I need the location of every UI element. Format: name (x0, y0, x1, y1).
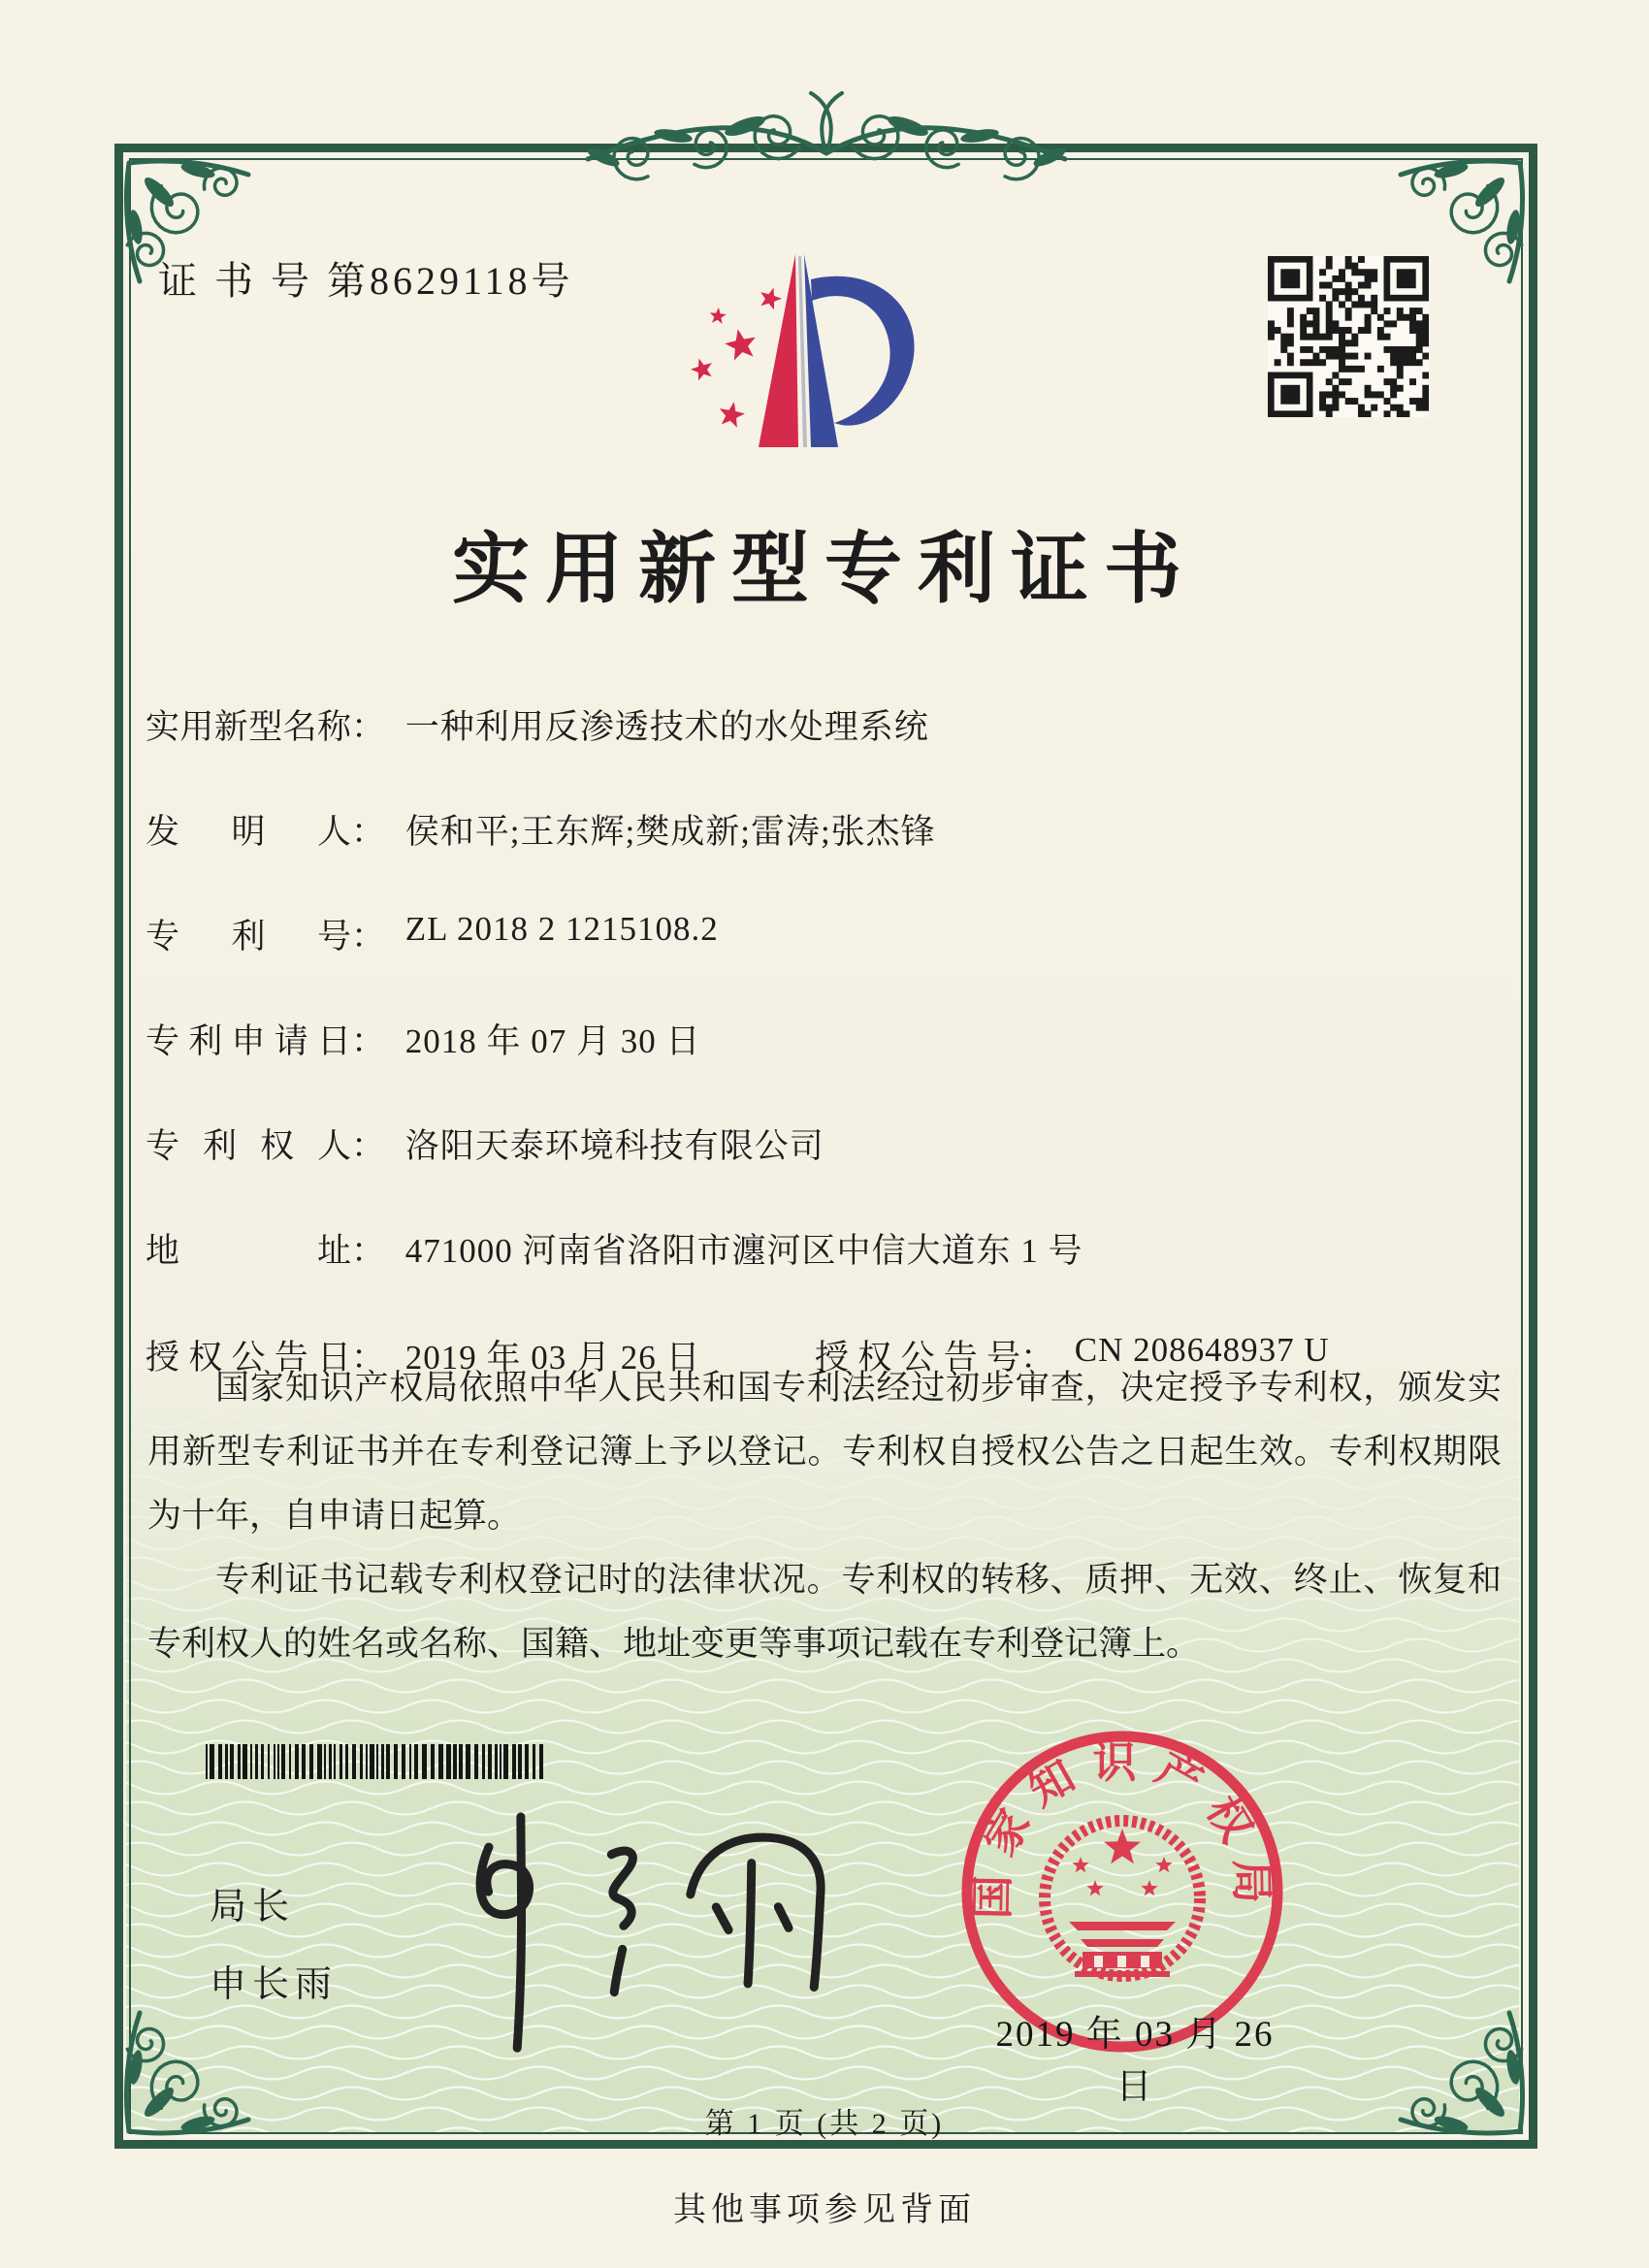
footer-note: 其他事项参见背面 (673, 2192, 976, 2228)
field-label: 授权公告号 (815, 1339, 1020, 1377)
field-colon: ： (351, 1022, 386, 1060)
field-row-inventors (146, 805, 1504, 854)
field-label: 地址 (146, 1232, 351, 1270)
field-label: 专利权人 (146, 1127, 351, 1165)
field-label: 专利申请日 (146, 1022, 351, 1060)
field-value: 洛阳天泰环境科技有限公司 (404, 1127, 824, 1165)
field-row-patentee (146, 1119, 1504, 1168)
seal-date: 2019 年 03 月 26 日 (995, 2015, 1275, 2107)
logo-red-spire (759, 254, 798, 447)
barcode-icon (206, 1744, 555, 1781)
field-value: 一种利用反渗透技术的水处理系统 (404, 708, 929, 746)
field-colon: ： (351, 1127, 386, 1165)
field-label: 专利号 (146, 918, 351, 956)
field-label: 授权公告日 (146, 1339, 351, 1377)
page-number: 第 1 页 (共 2 页) (704, 2108, 945, 2140)
field-row-address (146, 1224, 1504, 1273)
field-colon: ： (351, 1232, 386, 1270)
certificate-title: 实用新型专利证书 (452, 528, 1197, 613)
legal-paragraph-1: 国家知识产权局依照中华人民共和国专利法经过初步审查，决定授予专利权，颁发实用新型专利证书并在专利登记簿上予以登记。专利权自授权公告之日起生效。专利权期限为十年，自申请日起算。 (147, 1369, 1502, 1535)
director-signature-icon (437, 1795, 883, 2062)
field-row-name (146, 700, 1504, 749)
field-colon: ： (351, 1339, 386, 1377)
field-row-filing-date (146, 1015, 1504, 1063)
legal-body-text (147, 1356, 1502, 1676)
field-label: 发明人 (146, 813, 351, 851)
field-colon: ： (1020, 1339, 1055, 1377)
field-value-grant-date: 2019 年 03 月 26 日 (404, 1339, 701, 1377)
field-value: ZL 2018 2 1215108.2 (404, 910, 719, 948)
field-colon: ： (351, 708, 386, 746)
qr-code-icon (1268, 256, 1429, 417)
director-name-label: 申长雨 (210, 1964, 339, 2005)
field-value: 2018 年 07 月 30 日 (404, 1022, 701, 1060)
field-row-patent-number (146, 910, 1504, 958)
field-value: 侯和平;王东辉;樊成新;雷涛;张杰锋 (404, 813, 936, 851)
cnipa-logo-icon (681, 248, 935, 456)
field-colon: ： (351, 918, 386, 956)
certificate-number: 证 书 号 第8629118号 (158, 259, 574, 303)
legal-paragraph-2: 专利证书记载专利权登记时的法律状况。专利权的转移、质押、无效、终止、恢复和专利权人的姓名或名称、国籍、地址变更等事项记载在专利登记簿上。 (147, 1561, 1502, 1663)
field-value-grant-number: CN 208648937 U (1074, 1331, 1330, 1369)
field-colon: ： (351, 813, 386, 851)
field-value: 471000 河南省洛阳市瀍河区中信大道东 1 号 (404, 1232, 1083, 1270)
field-label: 实用新型名称 (146, 708, 351, 746)
director-title-label: 局长 (210, 1887, 296, 1928)
seal-national-emblem (1045, 1821, 1200, 1977)
seal-text: 国家知识产权局 (968, 1738, 1277, 1920)
